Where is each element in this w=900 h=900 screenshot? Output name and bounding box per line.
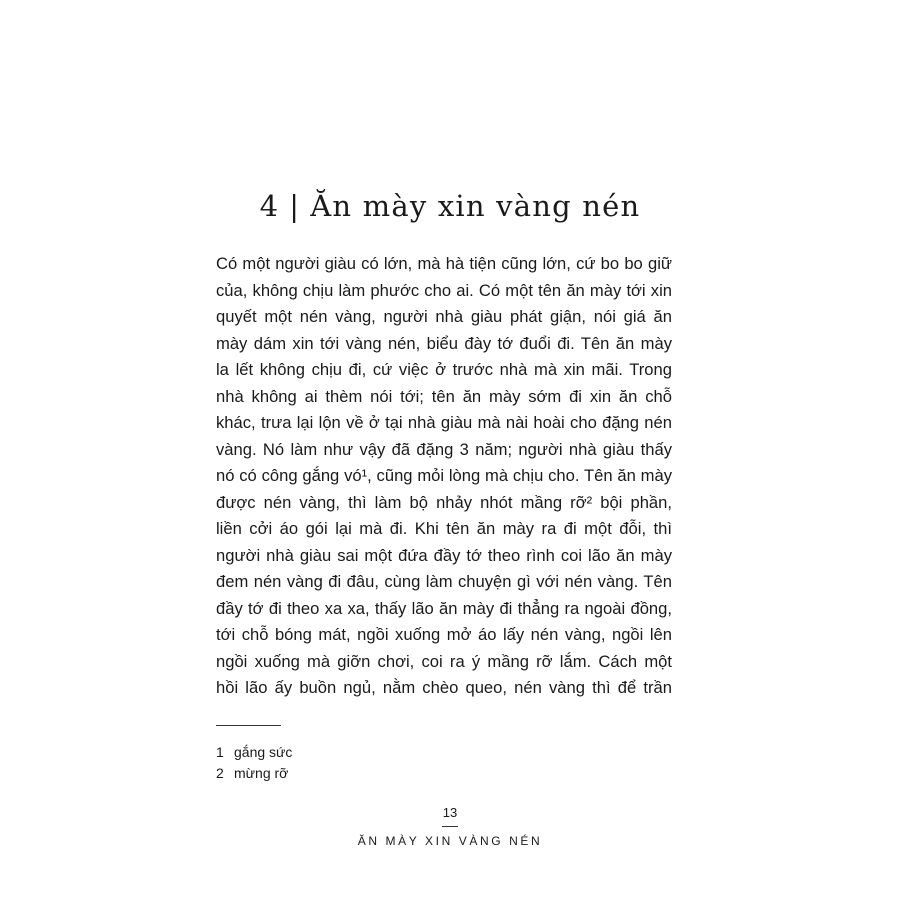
- footnote-divider: [216, 725, 281, 726]
- body-text: [216, 251, 672, 702]
- chapter-title: [0, 186, 900, 226]
- footnote-text: mừng rỡ: [234, 765, 289, 781]
- page-number-rule: [442, 826, 458, 827]
- chapter-title-text: Ăn mày xin vàng nén: [310, 189, 641, 223]
- footnote-number: 1: [216, 744, 224, 760]
- body-line: người nhà giàu sai một đứa đầy tớ theo rình coi lão ăn mày: [216, 545, 672, 565]
- body-line: của, không chịu làm phước cho ai. Có một tên ăn mày tới xin: [216, 280, 672, 300]
- body-line: nhà không ai thèm nói tới; tên ăn mày sớm đi xin ăn chỗ: [216, 386, 672, 406]
- body-line: hồi lão ấy buồn ngủ, nằm chèo queo, nén vàng thì để trần: [216, 678, 672, 697]
- chapter-separator: |: [289, 189, 301, 223]
- footnote-number: 2: [216, 765, 224, 781]
- body-line: quyết một nén vàng, người nhà giàu phát giận, nói giá ăn: [216, 307, 672, 326]
- body-line: được nén vàng, thì làm bộ nhảy nhót mầng rỡ² bội phần,: [216, 492, 672, 512]
- body-line: mày dám xin tới vàng nén, biểu đày tớ đuổi đi. Tên ăn mày: [216, 333, 672, 353]
- body-line: la lết không chịu đi, cứ việc ở trước nhà mà xin mãi. Trong: [216, 360, 672, 379]
- body-line: đầy tớ đi theo xa xa, thấy lão ăn mày đi thẳng ra ngoài đồng,: [216, 598, 672, 618]
- body-line: khác, trưa lại lộn về ở tại nhà giàu mà nài hoài cho đặng nén: [216, 413, 672, 432]
- running-footer: ĂN MÀY XIN VÀNG NÉN: [357, 834, 543, 848]
- chapter-number: 4: [259, 189, 280, 223]
- body-line: tới chỗ bóng mát, ngồi xuống mở áo lấy nén vàng, ngồi lên: [216, 625, 672, 644]
- body-line: ngồi xuống mà giỡn chơi, coi ra ý mầng rỡ lắm. Cách một: [216, 651, 672, 671]
- footnote-item: [216, 763, 292, 784]
- body-line: vàng. Nó làm như vậy đã đặng 3 năm; người nhà giàu thấy: [216, 439, 672, 459]
- body-line: đem nén vàng đi đâu, cùng làm chuyện gì với nén vàng. Tên: [216, 572, 672, 591]
- body-line: nó có công gắng vó¹, cũng mỏi lòng mà chịu cho. Tên ăn mày: [216, 466, 672, 485]
- footnotes: [216, 742, 292, 784]
- body-line: Có một người giàu có lớn, mà hà tiện cũng lớn, cứ bo bo giữ: [216, 254, 672, 273]
- footnote-item: [216, 742, 292, 763]
- page-number: 13: [442, 805, 458, 820]
- body-line: liền cởi áo gói lại mà đi. Khi tên ăn mày ra đi một đỗi, thì: [216, 519, 672, 538]
- footnote-text: gắng sức: [234, 744, 293, 760]
